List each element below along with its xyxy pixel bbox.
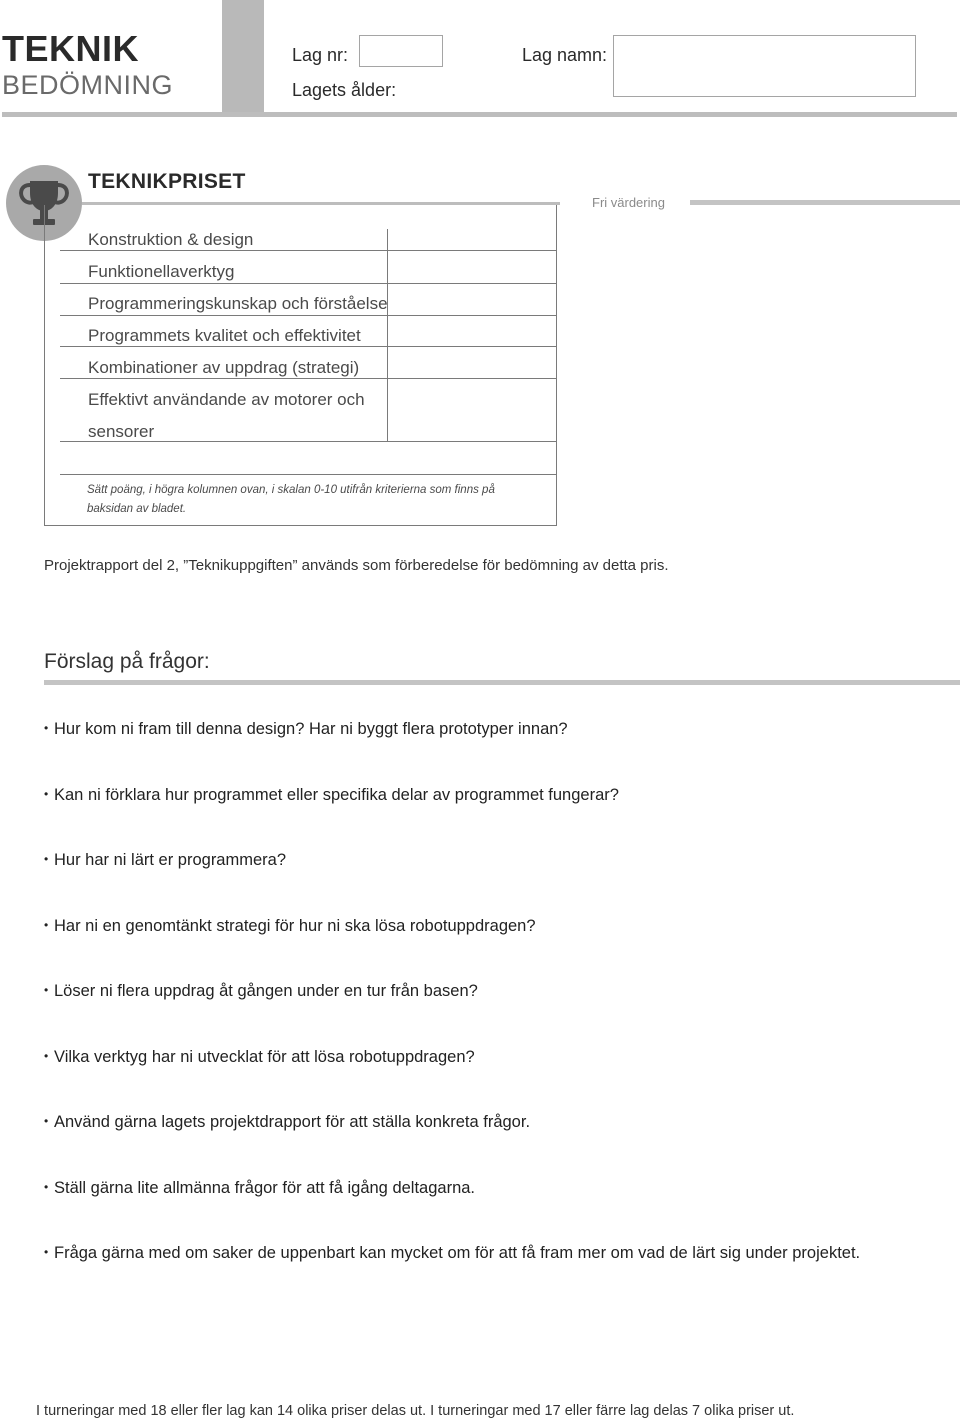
question-item: • Hur har ni lärt er programmera?: [44, 851, 286, 869]
question-item: • Hur kom ni fram till denna design? Har ni byggt flera prototyper innan?: [44, 720, 568, 738]
team-number-label: Lag nr:: [292, 45, 349, 65]
free-rating-rule: [690, 200, 960, 205]
question-item: • Löser ni flera uppdrag åt gången under en tur från basen?: [44, 982, 478, 1000]
bullet-icon: •: [44, 1180, 49, 1194]
criterion-rule: [60, 283, 557, 284]
header-rule: [2, 112, 957, 117]
criterion-item: Programmets kvalitet och effektivitet: [88, 326, 361, 345]
question-item: • Fråga gärna med om saker de uppenbart kan mycket om för att få fram mer om vad de lärt sig under projektet.: [44, 1244, 861, 1262]
question-item: • Vilka verktyg har ni utvecklat för att lösa robotuppdragen?: [44, 1048, 475, 1066]
award-rule: [82, 202, 560, 205]
criterion-rule: [60, 346, 557, 347]
footer-note: I turneringar med 18 eller fler lag kan 14 olika priser delas ut. I turneringar med 17 eller färre lag delas 7 olika priser ut.: [36, 1403, 795, 1419]
bullet-icon: •: [44, 721, 49, 735]
criterion-rule: [60, 315, 557, 316]
page-subtitle: BEDÖMNING: [2, 70, 174, 100]
criteria-box-right: [556, 205, 557, 526]
criterion-item: Konstruktion & design: [88, 230, 254, 249]
criterion-rule: [60, 250, 557, 251]
bullet-icon: •: [44, 1114, 49, 1128]
scoring-note: Sätt poäng, i högra kolumnen ovan, i skalan 0-10 utifrån kriterierna som finns på baksidan av bladet.: [87, 484, 495, 515]
free-rating-label: Fri värdering: [592, 195, 665, 210]
criterion-item: sensorer: [88, 422, 155, 441]
team-number-field[interactable]: [359, 35, 443, 67]
question-item: • Har ni en genomtänkt strategi för hur ni ska lösa robotuppdragen?: [44, 917, 536, 935]
team-name-label: Lag namn:: [522, 45, 608, 65]
criterion-rule: [60, 441, 557, 442]
question-item: • Använd gärna lagets projektdrapport för att ställa konkreta frågor.: [44, 1113, 531, 1131]
criteria-score-divider: [387, 229, 388, 442]
criterion-item: Programmeringskunskap och förståelse: [88, 294, 388, 313]
intro-text: Projektrapport del 2, ”Teknikuppgiften” används som förberedelse för bedömning av detta pris.: [44, 557, 669, 574]
criteria-box-left: [44, 205, 45, 526]
bullet-icon: •: [44, 1245, 49, 1259]
header-divider-bar: [222, 0, 264, 114]
bullet-icon: •: [44, 787, 49, 801]
questions-rule: [44, 680, 960, 685]
criteria-box-bottom: [44, 525, 557, 526]
team-age-label: Lagets ålder:: [292, 80, 397, 100]
team-name-field[interactable]: [613, 35, 916, 97]
criterion-rule: [60, 378, 557, 379]
page-title: TEKNIK: [2, 28, 139, 69]
criterion-item: Effektivt användande av motorer och: [88, 390, 365, 409]
bullet-icon: •: [44, 852, 49, 866]
question-item: • Ställ gärna lite allmänna frågor för att få igång deltagarna.: [44, 1179, 476, 1197]
bullet-icon: •: [44, 983, 49, 997]
bullet-icon: •: [44, 1049, 49, 1063]
question-item: • Kan ni förklara hur programmet eller specifika delar av programmet fungerar?: [44, 786, 619, 804]
criterion-rule: [60, 474, 557, 475]
award-title: TEKNIKPRISET: [88, 170, 246, 193]
bullet-icon: •: [44, 918, 49, 932]
criterion-item: Kombinationer av uppdrag (strategi): [88, 358, 360, 377]
criterion-item: Funktionellaverktyg: [88, 262, 235, 281]
questions-title: Förslag på frågor:: [44, 650, 210, 673]
